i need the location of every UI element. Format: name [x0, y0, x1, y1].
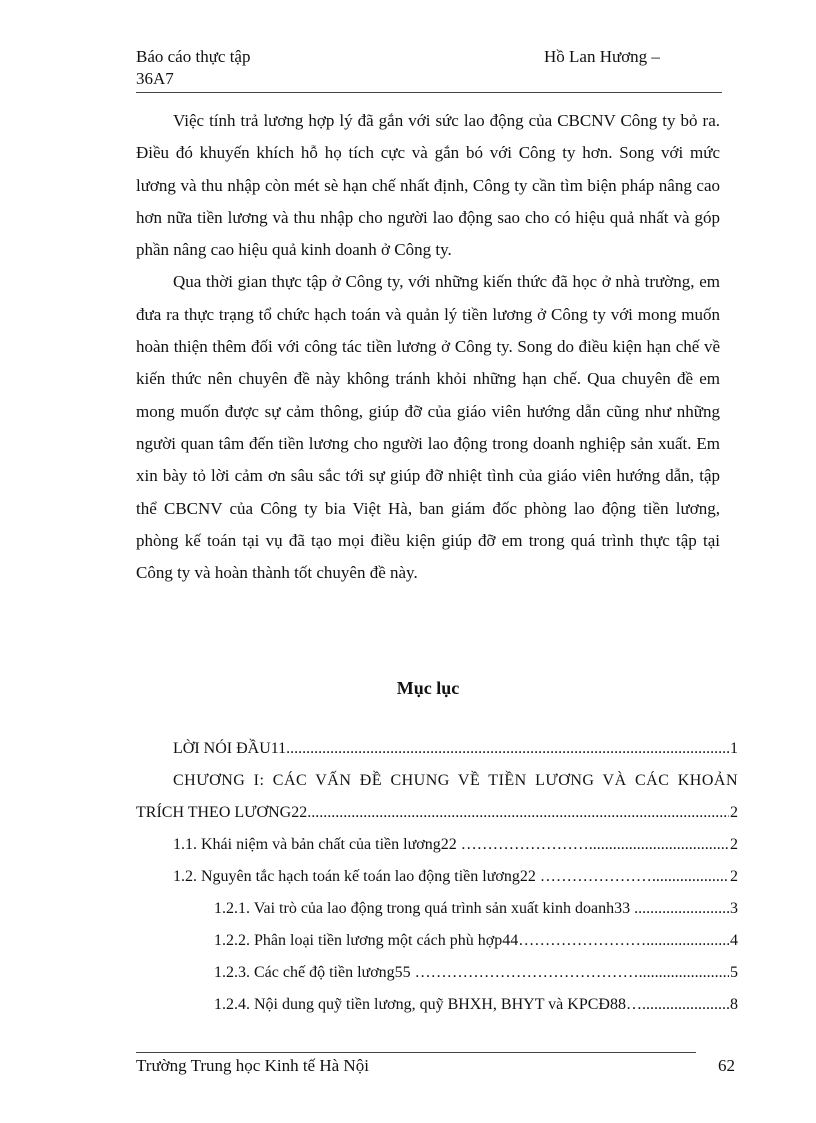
toc-entry-text-cont: TRÍCH THEO LƯƠNG22	[136, 804, 308, 821]
body-text	[136, 105, 720, 589]
toc-entry-chapter1[interactable]	[136, 765, 738, 829]
toc-entry-text: 1.2. Nguyên tắc hạch toán kế toán lao động tiền lương22 …………………	[173, 868, 652, 885]
toc-title: Mục lục	[396, 678, 460, 698]
table-of-contents	[136, 733, 738, 1021]
toc-entry-intro[interactable]	[136, 733, 738, 765]
toc-entry-text: 1.1. Khái niệm và bản chất của tiền lương22 ……………………	[173, 836, 589, 853]
toc-leader	[646, 989, 729, 1021]
toc-entry-page: 5	[730, 964, 738, 981]
toc-leader	[589, 829, 729, 861]
toc-entry-1-2-3[interactable]	[136, 957, 738, 989]
toc-entry-1-2[interactable]	[136, 861, 738, 893]
header-left	[136, 46, 356, 90]
toc-leader	[646, 925, 729, 957]
header-divider	[136, 92, 722, 93]
toc-entry-page: 4	[730, 932, 738, 949]
toc-entry-1-1[interactable]	[136, 829, 738, 861]
toc-leader	[642, 893, 729, 925]
footer-school-name: Trường Trung học Kinh tế Hà Nội	[136, 1056, 369, 1075]
header-left-line1: Báo cáo thực tập	[136, 47, 251, 66]
toc-entry-1-2-1[interactable]	[136, 893, 738, 925]
toc-entry-page: 2	[730, 836, 738, 853]
paragraph: Qua thời gian thực tập ở Công ty, với những kiến thức đã học ở nhà trường, em đưa ra thực trạng tổ chức hạch toán và quản lý tiền lương ở Công ty với mong muốn hoàn thiện thêm đối với công tác tiền lương ở Công ty. Song do điều kiện hạn chế về kiến thức nên chuyên đề này không tránh khỏi những hạn chế. Qua chuyên đề em mong muốn được sự cảm thông, giúp đỡ của giáo viên hướng dẫn cũng như những người quan tâm đến tiền lương cho người lao động trong doanh nghiệp sản xuất. Em xin bày tỏ lời cảm ơn sâu sắc tới sự giúp đỡ nhiệt tình của giáo viên hướng dẫn, tập thể CBCNV của Công ty bia Việt Hà, ban giám đốc phòng lao động tiền lương, phòng kế toán tại vụ đã tạo mọi điều kiện giúp đỡ em trong quá trình thực tập tại Công ty và hoàn thành tốt chuyên đề này.	[136, 272, 720, 583]
toc-entry-text: 1.2.1. Vai trò của lao động trong quá trình sản xuất kinh doanh33 ..	[214, 900, 643, 917]
paragraph: Việc tính trả lương hợp lý đã gắn với sức lao động của CBCNV Công ty bỏ ra. Điều đó khuyến khích hỗ họ tích cực và gắn bó với Công ty hơn. Song với mức lương và thu nhập còn mét sè hạn chế nhất định, Công ty cần tìm biện pháp nâng cao hơn nữa tiền lương và thu nhập cho người lao động sao cho có hiệu quả nhất và góp phần nâng cao hiệu quả kinh doanh ở Công ty.	[136, 111, 720, 260]
toc-entry-page: 8	[730, 996, 738, 1013]
toc-leader	[307, 797, 729, 829]
toc-entry-text: 1.2.3. Các chế độ tiền lương55 ……………………………………	[214, 964, 639, 981]
toc-leader	[639, 957, 729, 989]
toc-entry-1-2-2[interactable]	[136, 925, 738, 957]
toc-entry-text: 1.2.2. Phân loại tiền lương một cách phù hợp44……………………	[214, 932, 647, 949]
toc-leader	[652, 861, 729, 893]
page-header	[136, 46, 722, 94]
footer-page-number: 62	[718, 1056, 735, 1075]
toc-entry-text: LỜI NÓI ĐẦU11	[173, 740, 287, 757]
header-right: Hồ Lan Hương –	[544, 47, 660, 66]
footer-divider	[136, 1052, 696, 1053]
toc-leader	[286, 733, 729, 765]
toc-entry-page: 2	[730, 804, 738, 821]
toc-entry-page: 2	[730, 868, 738, 885]
toc-entry-text: CHƯƠNG I: CÁC VẤN ĐỀ CHUNG VỀ TIỀN LƯƠNG VÀ CÁC KHOẢN	[173, 772, 738, 789]
toc-entry-1-2-4[interactable]	[136, 989, 738, 1021]
toc-entry-text: 1.2.4. Nội dung quỹ tiền lương, quỹ BHXH, BHYT và KPCĐ88….	[214, 996, 646, 1013]
toc-entry-page: 1	[730, 740, 738, 757]
header-left-line2: 36A7	[136, 69, 174, 88]
toc-entry-page: 3	[730, 900, 738, 917]
